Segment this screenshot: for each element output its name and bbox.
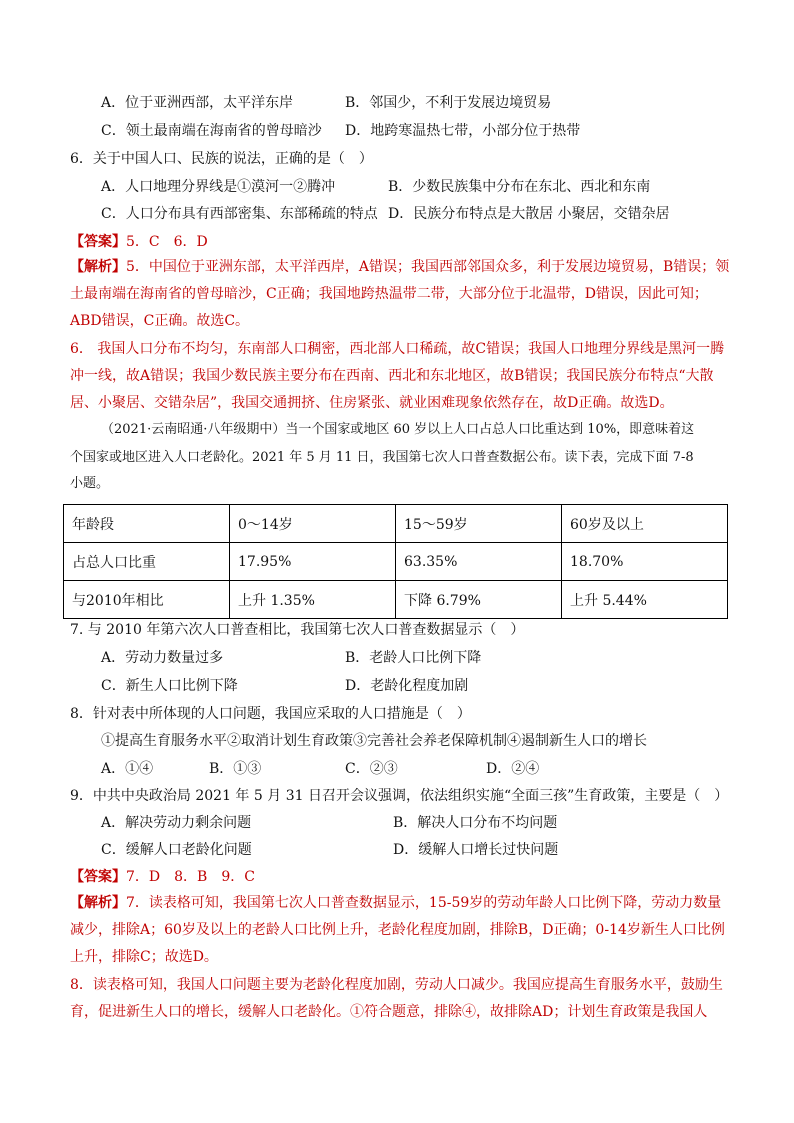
q9-option-c: C．缓解人口老龄化问题 (101, 842, 252, 858)
q5-option-c: C．领土最南端在海南省的曾母暗沙 (101, 123, 322, 139)
q8-option-a: A．①④ (101, 761, 154, 777)
answer-label: 【答案】 (70, 869, 126, 885)
table-row (64, 543, 728, 581)
q6-option-b: B．少数民族集中分布在东北、西北和东南 (388, 179, 651, 195)
table-cell: 占总人口比重 (64, 543, 230, 581)
q9-option-b: B．解决人口分布不均问题 (393, 815, 558, 831)
q9-stem: 9．中共中央政治局 2021 年 5 月 31 日召开会议强调，依法组织实施“全面三孩”生育政策，主要是（ ） (70, 788, 729, 804)
q5-option-a: A．位于亚洲西部，太平洋东岸 (101, 95, 294, 111)
analysis-7-text: 7．读表格可知，我国第七次人口普查数据显示，15-59岁的劳动年龄人口比例下降，劳动力数量减少，排除A；60岁及以上的老龄人口比例上升，老龄化程度加剧，排除B，D正确；0-14岁新生人口比例上升，排除C；故选D。 (70, 895, 725, 965)
q6-option-a: A．人口地理分界线是①漠河一②腾冲 (101, 179, 336, 195)
table-header-cell: 15～59岁 (396, 505, 562, 543)
q6-option-c: C．人口分布具有西部密集、东部稀疏的特点 (101, 206, 378, 222)
q9-option-d: D．缓解人口增长过快问题 (393, 842, 559, 858)
analysis-5-text: 5．中国位于亚洲东部，太平洋西岸，A错误；我国西部邻国众多，利于发展边境贸易，B错误；领土最南端在海南省的曾母暗沙，C正确；我国地跨热温带二带，大部分位于北温带，D错误，因此可知；ABD错误，C正确。故选C。 (70, 259, 730, 329)
analysis-6: 6． 我国人口分布不均匀，东南部人口稠密，西北部人口稀疏，故C错误；我国人口地理分界线是黑河一腾冲一线，故A错误；我国少数民族主要分布在西南、西北和东北地区，故B错误；我国民族分布特点“大散居、小聚居、交错杂居”，我国交通拥挤、住房紧张、就业困难现象依然存在，故D正确。故选D。 (70, 341, 725, 411)
table-header-row (64, 505, 728, 543)
table-cell: 上升 5.44% (562, 581, 728, 619)
q5-option-b: B．邻国少，不利于发展边境贸易 (345, 95, 552, 111)
intro-line-3: 小题。 (70, 476, 110, 491)
q5-option-d: D．地跨寒温热七带，小部分位于热带 (345, 123, 581, 139)
analysis-7 (70, 890, 732, 971)
table-cell: 上升 1.35% (230, 581, 396, 619)
q8-stem: 8．针对表中所体现的人口问题，我国应采取的人口措施是（ ） (70, 706, 471, 722)
q9-option-a: A．解决劳动力剩余问题 (101, 815, 252, 831)
table-cell: 下降 6.79% (396, 581, 562, 619)
q8-items: ①提高生育服务水平②取消计划生育政策③完善社会养老保障机制④遏制新生人口的增长 (101, 733, 647, 749)
answer-block-2 (70, 867, 255, 887)
table-header-cell: 年龄段 (64, 505, 230, 543)
analysis-label: 【解析】 (70, 259, 126, 275)
q7-stem: 7. 与 2010 年第六次人口普查相比，我国第七次人口普查数据显示（ ） (70, 622, 525, 638)
q8-option-c: C．②③ (345, 761, 398, 777)
analysis-label: 【解析】 (70, 895, 126, 911)
table-header-cell: 60岁及以上 (562, 505, 728, 543)
intro-line-2: 个国家或地区进入人口老龄化。2021 年 5 月 11 日，我国第七次人口普查数据公布。读下表，完成下面 7-8 (70, 450, 694, 465)
table-cell: 17.95% (230, 543, 396, 581)
q6-stem: 6．关于中国人口、民族的说法，正确的是（ ） (70, 151, 373, 167)
table-row (64, 581, 728, 619)
q6-option-d: D．民族分布特点是大散居 小聚居，交错杂居 (388, 206, 670, 222)
population-table (63, 504, 728, 619)
table-cell: 18.70% (562, 543, 728, 581)
analysis-5 (70, 254, 732, 335)
intro-line-1: （2021·云南昭通·八年级期中）当一个国家或地区 60 岁以上人口占总人口比重达到 10%，即意味着这 (101, 422, 695, 437)
q7-option-d: D．老龄化程度加剧 (345, 678, 469, 694)
q7-option-a: A．劳动力数量过多 (101, 650, 224, 666)
table-cell: 与2010年相比 (64, 581, 230, 619)
table-header-cell: 0～14岁 (230, 505, 396, 543)
answer-block-1 (70, 232, 208, 252)
q7-option-c: C．新生人口比例下降 (101, 678, 238, 694)
table-cell: 63.35% (396, 543, 562, 581)
answer-label: 【答案】 (70, 234, 126, 250)
q8-option-d: D．②④ (486, 761, 540, 777)
q7-option-b: B．老龄人口比例下降 (345, 650, 482, 666)
q8-option-b: B．①③ (209, 761, 262, 777)
answer-text: 5．C 6．D (126, 234, 208, 250)
answer-text: 7．D 8．B 9．C (126, 869, 255, 885)
analysis-8: 8．读表格可知，我国人口问题主要为老龄化程度加剧，劳动人口减少。我国应提高生育服务水平，鼓励生育，促进新生人口的增长，缓解人口老龄化。①符合题意，排除④，故排除AD；计划生育政策是我国人 (70, 977, 723, 1020)
